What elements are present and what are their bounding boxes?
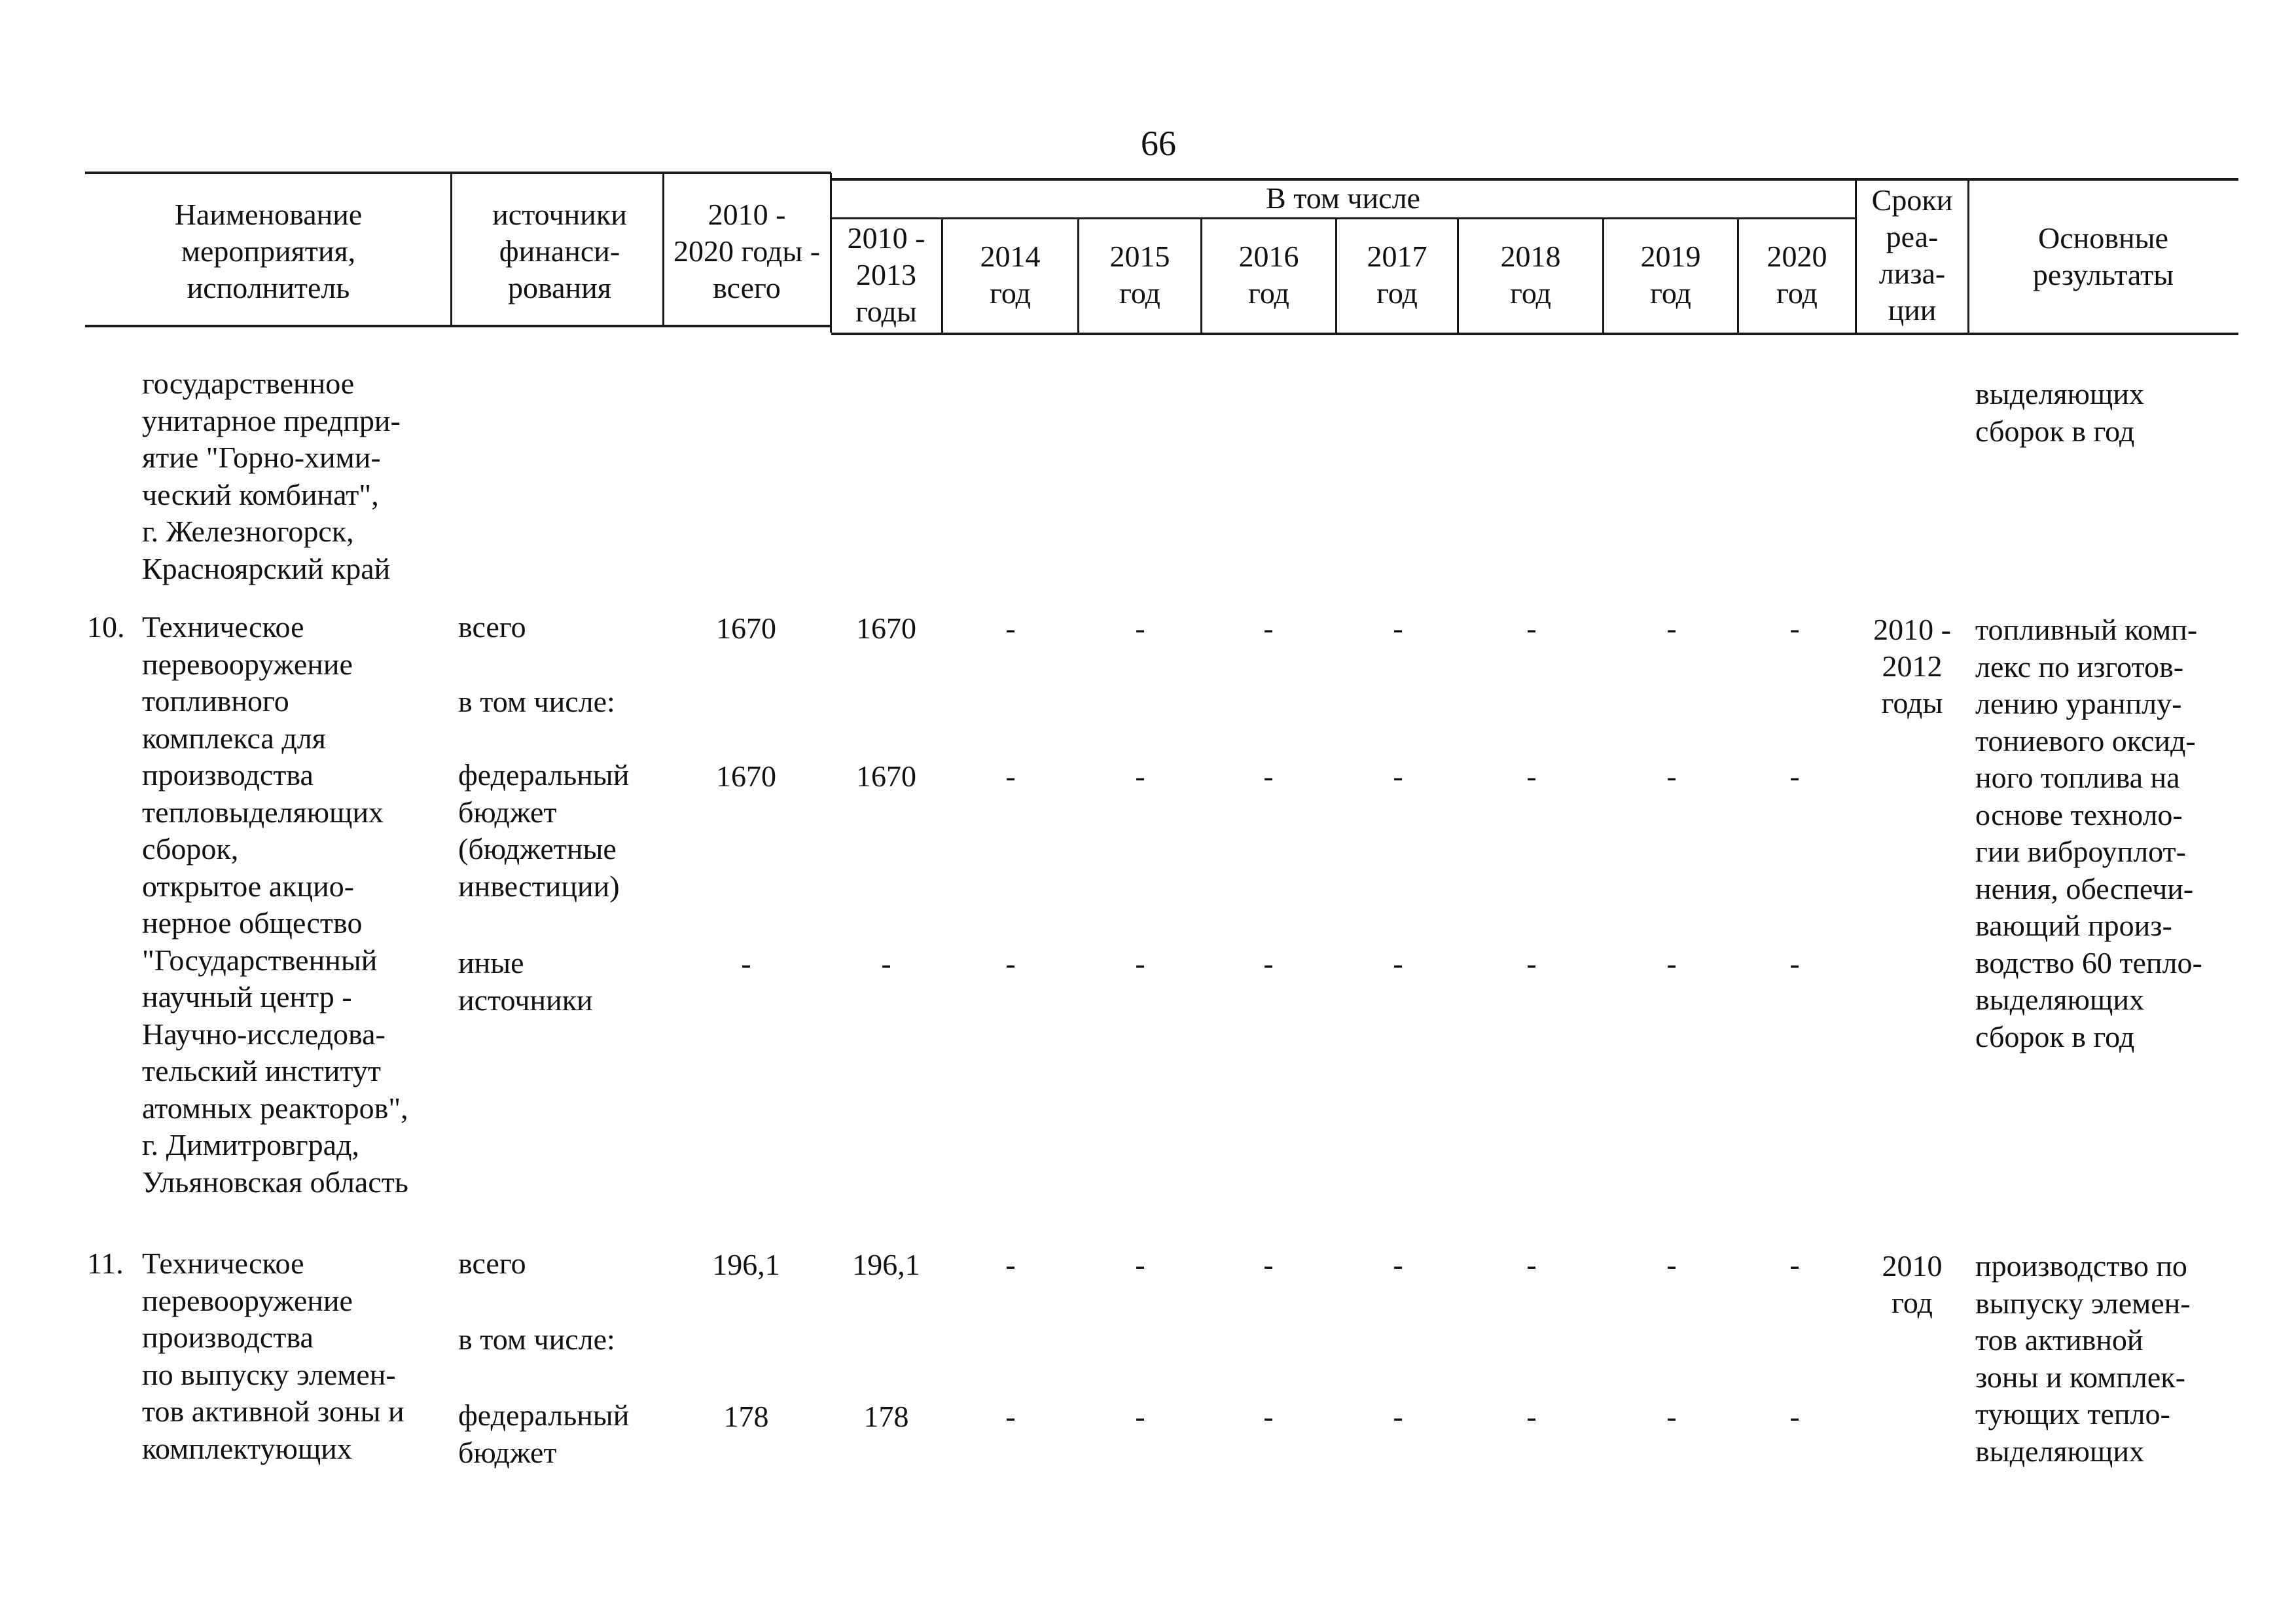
row10-other-2015: -	[1135, 947, 1145, 980]
row10-total-2010-2013: 1670	[856, 611, 916, 645]
row11-name: Техническое перевооружение производства по выпуску элемен- тов активной зоны и комплектующих	[142, 1247, 404, 1465]
header-2015: 2015 год	[1109, 240, 1170, 310]
row10-other-2017: -	[1393, 947, 1403, 980]
row11-source-incl: в том числе:	[458, 1322, 615, 1356]
row10-results: топливный комп- лекс по изготов- лению уранплу- тониевого оксид- ного топлива на основе техноло- гии виброуплот- нения, обеспечи- вающий произ- водство 60 тепло- выделяющих сборок в год	[1975, 613, 2202, 1053]
row10-total-2014: -	[1005, 611, 1016, 645]
header-sources: источники финанси- рования	[492, 198, 627, 304]
row11-total-2020: -	[1789, 1248, 1800, 1281]
header-2014: 2014 год	[980, 240, 1041, 310]
row11-source-total: всего	[458, 1247, 526, 1280]
header-2020: 2020 год	[1767, 240, 1827, 310]
page-number: 66	[1141, 124, 1176, 163]
row11-federal-2020: -	[1789, 1400, 1800, 1433]
group-rule	[830, 217, 1856, 219]
header-bottom-rule-left	[85, 325, 831, 327]
continuation-name: государственное унитарное предпри- ятие "Горно-хими- ческий комбинат", г. Железногорск, Красноярский край	[142, 367, 401, 585]
row10-federal-all: 1670	[716, 759, 776, 793]
continuation-results: выделяющих сборок в год	[1975, 377, 2144, 448]
row11-federal-2017: -	[1393, 1400, 1403, 1433]
row10-source-other: иные источники	[458, 946, 593, 1017]
row10-other-2019: -	[1666, 947, 1677, 980]
row11-total-all: 196,1	[712, 1248, 780, 1281]
header-2016: 2016 год	[1238, 240, 1299, 310]
row10-total-2016: -	[1263, 611, 1274, 645]
row11-total-2017: -	[1393, 1248, 1403, 1281]
header-2017: 2017 год	[1367, 240, 1427, 310]
row11-total-2014: -	[1005, 1248, 1016, 1281]
row11-source-federal: федеральный бюджет	[458, 1398, 630, 1469]
row10-other-2016: -	[1263, 947, 1274, 980]
row11-terms: 2010 год	[1882, 1249, 1943, 1319]
row10-total-2015: -	[1135, 611, 1145, 645]
row11-federal-2018: -	[1526, 1400, 1537, 1433]
header-bottom-rule-right	[831, 333, 2238, 335]
row11-total-2010-2013: 196,1	[852, 1248, 920, 1281]
col-divider	[450, 172, 452, 326]
row10-terms: 2010 - 2012 годы	[1873, 613, 1951, 720]
row10-other-all: -	[741, 947, 751, 980]
row10-total-2020: -	[1789, 611, 1800, 645]
row10-other-2020: -	[1789, 947, 1800, 980]
row10-federal-2014: -	[1005, 759, 1016, 793]
row10-source-total: всего	[458, 610, 526, 644]
row10-other-2014: -	[1005, 947, 1016, 980]
row11-federal-2016: -	[1263, 1400, 1274, 1433]
row10-federal-2017: -	[1393, 759, 1403, 793]
row11-results: производство по выпуску элемен- тов активной зоны и комплек- тующих тепло- выделяющих	[1975, 1249, 2191, 1468]
row11-total-2015: -	[1135, 1248, 1145, 1281]
row10-federal-2010-2013: 1670	[856, 759, 916, 793]
header-results: Основные результаты	[2032, 221, 2174, 291]
row10-other-2018: -	[1526, 947, 1537, 980]
row10-number: 10.	[87, 610, 125, 644]
header-top-rule-left	[85, 172, 831, 174]
row11-total-2016: -	[1263, 1248, 1274, 1281]
header-2010-2013: 2010 - 2013 годы	[847, 221, 925, 328]
row10-total-all: 1670	[716, 611, 776, 645]
row10-source-federal: федеральный бюджет (бюджетные инвестиции)	[458, 758, 630, 903]
row11-federal-2014: -	[1005, 1400, 1016, 1433]
row10-total-2019: -	[1666, 611, 1677, 645]
row11-total-2019: -	[1666, 1248, 1677, 1281]
header-total: 2010 - 2020 годы - всего	[673, 198, 821, 304]
row10-name: Техническое перевооружение топливного комплекса для производства тепловыделяющих сборок, открытое акцио- нерное общество "Государственный научный центр - Научно-исследова- тельский институт атомных реакторов", г. Димитровград, Ульяновская область	[142, 610, 408, 1199]
row10-total-2017: -	[1393, 611, 1403, 645]
row10-federal-2015: -	[1135, 759, 1145, 793]
row10-other-2010-2013: -	[881, 947, 891, 980]
row10-source-incl: в том числе:	[458, 685, 615, 718]
header-2019: 2019 год	[1640, 240, 1701, 310]
row10-federal-2018: -	[1526, 759, 1537, 793]
header-name: Наименование мероприятия, исполнитель	[174, 198, 363, 304]
row10-total-2018: -	[1526, 611, 1537, 645]
header-2018: 2018 год	[1500, 240, 1561, 310]
row11-federal-2010-2013: 178	[863, 1400, 909, 1433]
row10-federal-2019: -	[1666, 759, 1677, 793]
row11-federal-2015: -	[1135, 1400, 1145, 1433]
col-divider	[662, 172, 664, 327]
header-terms: Сроки реа- лиза- ции	[1871, 183, 1953, 327]
row10-federal-2016: -	[1263, 759, 1274, 793]
row11-total-2018: -	[1526, 1248, 1537, 1281]
header-group-label: В том числе	[1266, 181, 1420, 215]
row11-number: 11.	[87, 1247, 124, 1280]
row10-federal-2020: -	[1789, 759, 1800, 793]
row11-federal-all: 178	[723, 1400, 769, 1433]
row11-federal-2019: -	[1666, 1400, 1677, 1433]
